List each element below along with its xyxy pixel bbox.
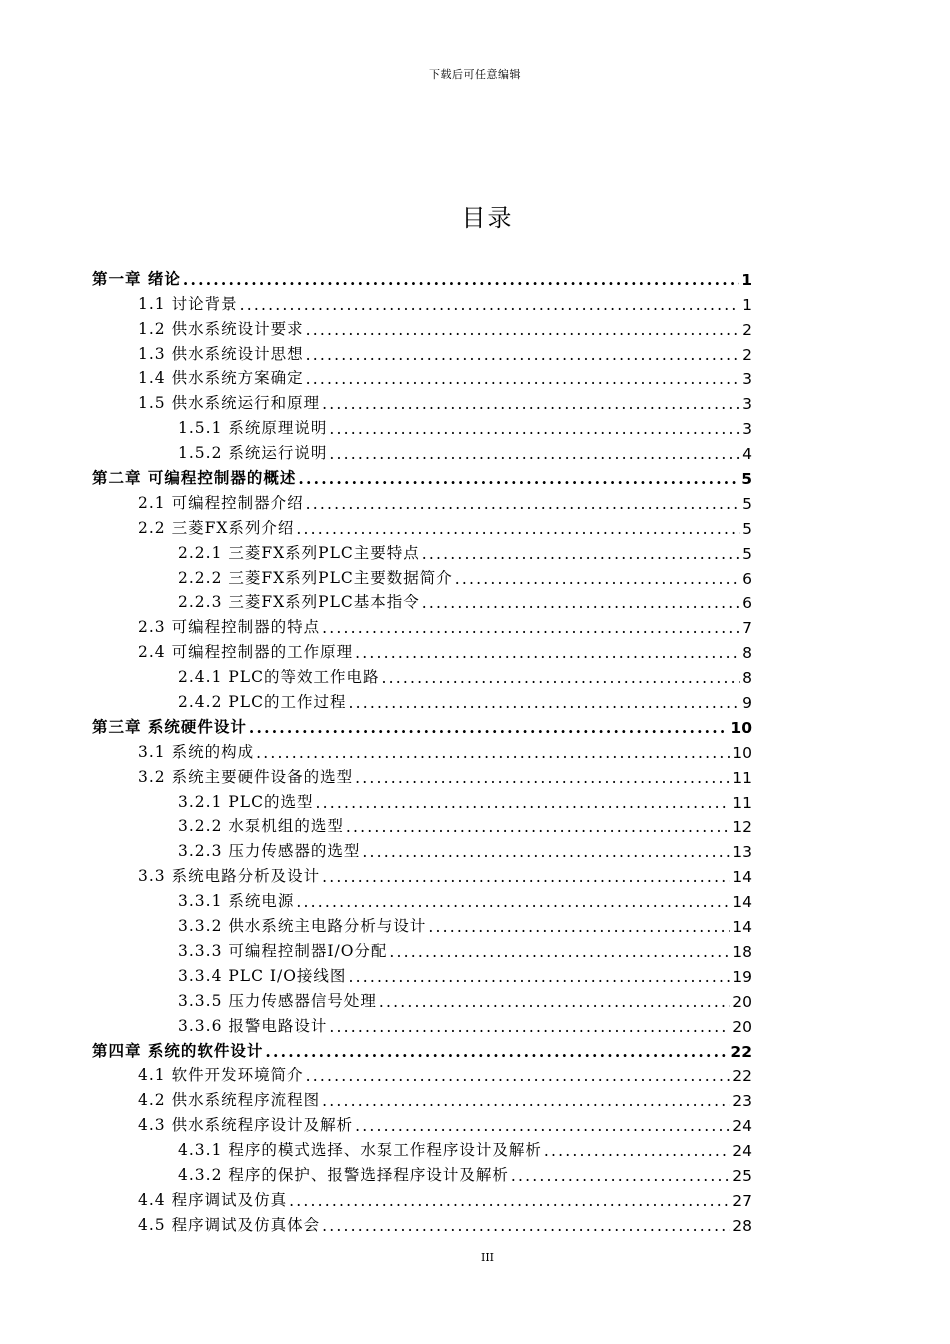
toc-dot-leader [355,769,730,787]
toc-dot-leader [422,545,740,563]
toc-entry-page: 24 [732,1142,752,1161]
toc-dot-leader [322,1092,730,1110]
toc-subsection-entry[interactable] [92,588,752,613]
toc-chapter-entry[interactable] [92,264,752,289]
toc-dot-leader [329,445,740,463]
toc-entry-page: 5 [742,544,752,563]
toc-entry-text: 2.4.2 PLC的工作过程 [178,693,347,712]
toc-subsection-entry[interactable] [92,438,752,463]
toc-entry-page: 14 [732,918,752,937]
toc-section-entry[interactable] [92,364,752,389]
toc-section-entry[interactable] [92,612,752,637]
toc-entry-text: 第四章 系统的软件设计 [92,1040,264,1060]
toc-dot-leader [428,918,730,936]
toc-subsection-entry[interactable] [92,563,752,588]
toc-chapter-entry[interactable] [92,1036,752,1061]
toc-entry-page: 11 [732,768,752,787]
toc-entry-page: 5 [742,494,752,513]
toc-dot-leader [265,1042,728,1061]
toc-chapter-entry[interactable] [92,463,752,488]
toc-section-entry[interactable] [92,1085,752,1110]
toc-entry-text: 3.2.2 水泵机组的选型 [178,817,344,836]
toc-subsection-entry[interactable] [92,413,752,438]
toc-entry-text: 1.1 讨论背景 [138,294,238,313]
toc-entry-text: 2.2.1 三菱FX系列PLC主要特点 [178,543,420,562]
toc-dot-leader [306,321,741,339]
toc-subsection-entry[interactable] [92,936,752,961]
toc-section-entry[interactable] [92,339,752,364]
toc-entry-text: 3.1 系统的构成 [138,742,255,761]
toc-entry-text: 1.4 供水系统方案确定 [138,369,304,388]
toc-subsection-entry[interactable] [92,1160,752,1185]
toc-subsection-entry[interactable] [92,886,752,911]
toc-entry-page: 22 [730,1042,752,1061]
toc-dot-leader [329,420,740,438]
toc-dot-leader [298,469,739,488]
toc-entry-page: 8 [742,669,752,688]
toc-dot-leader [306,1067,731,1085]
toc-section-entry[interactable] [92,314,752,339]
toc-dot-leader [315,794,730,812]
toc-entry-page: 3 [742,395,752,414]
toc-entry-text: 4.2 供水系统程序流程图 [138,1091,321,1110]
toc-dot-leader [346,818,730,836]
toc-dot-leader [322,1217,730,1235]
toc-subsection-entry[interactable] [92,836,752,861]
toc-entry-text: 3.3.1 系统电源 [178,892,295,911]
toc-entry-text: 4.3.1 程序的模式选择、水泵工作程序设计及解析 [178,1141,542,1160]
toc-subsection-entry[interactable] [92,662,752,687]
toc-entry-page: 5 [741,470,752,489]
toc-entry-page: 1 [742,295,752,314]
toc-entry-text: 4.3 供水系统程序设计及解析 [138,1116,354,1135]
toc-entry-page: 5 [742,519,752,538]
toc-dot-leader [381,669,740,687]
toc-entry-page: 3 [742,370,752,389]
toc-subsection-entry[interactable] [92,538,752,563]
toc-entry-page: 14 [732,893,752,912]
toc-entry-page: 4 [742,445,752,464]
toc-dot-leader [422,594,740,612]
toc-section-entry[interactable] [92,488,752,513]
toc-entry-text: 2.2.2 三菱FX系列PLC主要数据简介 [178,568,453,587]
toc-entry-text: 1.3 供水系统设计思想 [138,344,304,363]
toc-entry-page: 27 [732,1191,752,1210]
toc-section-entry[interactable] [92,513,752,538]
toc-dot-leader [183,270,739,289]
toc-subsection-entry[interactable] [92,1135,752,1160]
toc-dot-leader [348,968,730,986]
toc-entry-page: 7 [742,619,752,638]
toc-dot-leader [240,296,741,314]
toc-dot-leader [348,694,740,712]
footer-page-number: III [480,1251,495,1264]
toc-entry-text: 1.5.1 系统原理说明 [178,419,328,438]
toc-dot-leader [355,1117,730,1135]
toc-entry-text: 3.3.3 可编程控制器I/O分配 [178,941,388,960]
toc-entry-page: 22 [732,1067,752,1086]
toc-entry-page: 11 [732,793,752,812]
toc-entry-text: 3.2 系统主要硬件设备的选型 [138,767,354,786]
toc-entry-text: 第三章 系统硬件设计 [92,716,247,736]
toc-entry-text: 4.3.2 程序的保护、报警选择程序设计及解析 [178,1165,509,1184]
toc-dot-leader [322,868,730,886]
toc-entry-page: 12 [732,818,752,837]
toc-entry-page: 14 [732,868,752,887]
toc-entry-text: 1.5 供水系统运行和原理 [138,394,321,413]
toc-dot-leader [329,1018,730,1036]
toc-entry-page: 20 [732,1017,752,1036]
toc-entry-text: 第一章 绪论 [92,268,181,288]
toc-entry-text: 3.3.4 PLC I/O接线图 [178,966,347,985]
toc-section-entry[interactable] [92,1061,752,1086]
toc-dot-leader [306,370,741,388]
toc-entry-page: 24 [732,1117,752,1136]
toc-dot-leader [289,1192,730,1210]
toc-dot-leader [296,520,740,538]
toc-entry-page: 10 [730,718,752,737]
toc-entry-text: 4.5 程序调试及仿真体会 [138,1215,321,1234]
toc-section-entry[interactable] [92,1185,752,1210]
toc-subsection-entry[interactable] [92,812,752,837]
toc-entry-page: 19 [732,967,752,986]
toc-subsection-entry[interactable] [92,787,752,812]
toc-entry-page: 1 [741,270,752,289]
toc-section-entry[interactable] [92,762,752,787]
toc-subsection-entry[interactable] [92,1011,752,1036]
toc-entry-text: 1.5.2 系统运行说明 [178,444,328,463]
toc-section-entry[interactable] [92,388,752,413]
toc-entry-text: 3.3.2 供水系统主电路分析与设计 [178,917,427,936]
toc-subsection-entry[interactable] [92,986,752,1011]
toc-dot-leader [544,1142,730,1160]
toc-subsection-entry[interactable] [92,687,752,712]
toc-entry-text: 第二章 可编程控制器的概述 [92,468,297,488]
toc-entry-text: 2.4.1 PLC的等效工作电路 [178,668,380,687]
toc-section-entry[interactable] [92,1110,752,1135]
toc-entry-text: 3.3.5 压力传感器信号处理 [178,991,377,1010]
toc-entry-text: 2.3 可编程控制器的特点 [138,618,321,637]
toc-entry-text: 2.2.3 三菱FX系列PLC基本指令 [178,593,420,612]
toc-entry-page: 10 [732,743,752,762]
toc-entry-page: 6 [742,594,752,613]
toc-entry-text: 2.4 可编程控制器的工作原理 [138,643,354,662]
toc-entry-page: 23 [732,1092,752,1111]
toc-dot-leader [511,1167,730,1185]
toc-subsection-entry[interactable] [92,961,752,986]
toc-dot-leader [322,619,740,637]
toc-dot-leader [322,395,740,413]
toc-dot-leader [362,843,730,861]
toc-dot-leader [306,495,741,513]
toc-entry-text: 4.1 软件开发环境简介 [138,1066,304,1085]
toc-dot-leader [355,644,740,662]
toc-dot-leader [256,744,730,762]
toc-entry-text: 4.4 程序调试及仿真 [138,1190,288,1209]
toc-entry-page: 18 [732,942,752,961]
toc-entry-text: 3.3 系统电路分析及设计 [138,867,321,886]
toc-dot-leader [249,718,729,737]
toc-dot-leader [389,943,730,961]
toc-entry-page: 28 [732,1216,752,1235]
toc-title: 目录 [461,204,514,232]
toc-section-entry[interactable] [92,637,752,662]
toc-entry-page: 20 [732,992,752,1011]
toc-dot-leader [306,346,741,364]
toc-chapter-entry[interactable] [92,712,752,737]
toc-entry-page: 2 [742,320,752,339]
toc-entry-page: 8 [742,644,752,663]
toc-entry-page: 6 [742,569,752,588]
toc-entry-text: 2.1 可编程控制器介绍 [138,493,304,512]
toc-entry-text: 3.2.1 PLC的选型 [178,792,314,811]
toc-entry-page: 2 [742,345,752,364]
toc-entry-text: 2.2 三菱FX系列介绍 [138,518,295,537]
toc-subsection-entry[interactable] [92,911,752,936]
header-note: 下载后可任意编辑 [429,68,521,81]
toc-section-entry[interactable] [92,1210,752,1235]
toc-dot-leader [296,893,730,911]
table-of-contents [92,264,752,1235]
toc-entry-text: 1.2 供水系统设计要求 [138,319,304,338]
toc-entry-page: 3 [742,420,752,439]
toc-section-entry[interactable] [92,737,752,762]
toc-entry-page: 13 [732,843,752,862]
toc-entry-text: 3.2.3 压力传感器的选型 [178,842,361,861]
toc-entry-page: 9 [742,694,752,713]
toc-section-entry[interactable] [92,289,752,314]
toc-dot-leader [455,570,740,588]
toc-entry-page: 25 [732,1166,752,1185]
toc-entry-text: 3.3.6 报警电路设计 [178,1016,328,1035]
toc-dot-leader [379,993,730,1011]
toc-section-entry[interactable] [92,861,752,886]
